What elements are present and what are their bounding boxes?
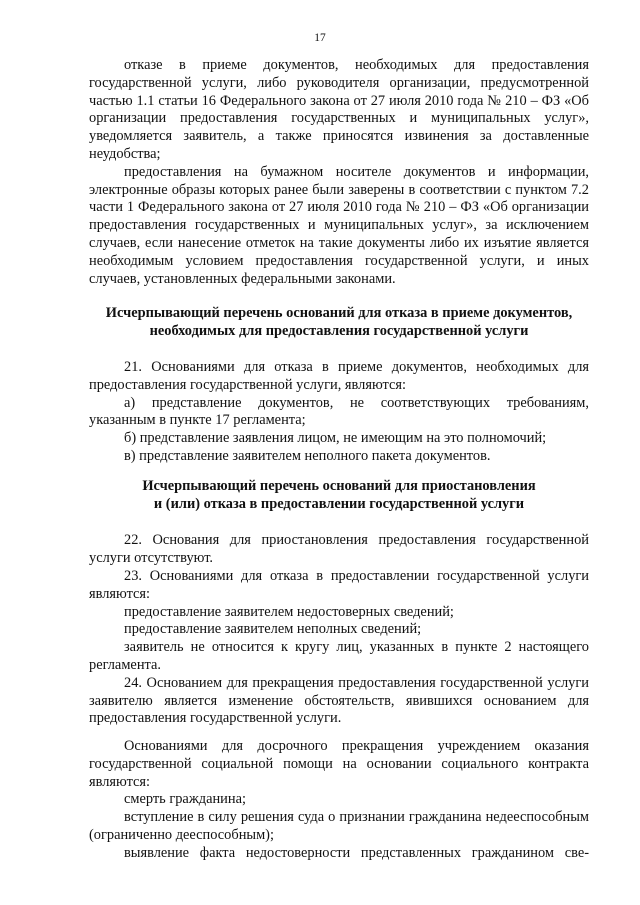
page-number: 17 <box>314 32 326 44</box>
paragraph-23-unreliable: предоставление заявителем недостоверных сведений; <box>124 603 454 620</box>
section-heading-suspension-refusal: Исчерпывающий перечень оснований для приостановления и (или) отказа в предоставлении государственной услуги <box>142 477 536 512</box>
paragraph-false-information: выявление факта недостоверности представленных гражданином све- <box>124 844 589 861</box>
document-body <box>89 57 589 863</box>
paragraph-22: 22. Основания для приостановления предоставления государственной услуги отсутствуют. <box>89 532 589 567</box>
paragraph-24: 24. Основанием для прекращения предоставления государственной услуги заявителю является изменение обстоятельств, явившихся основанием для предоставления государственной услуги. <box>89 674 589 727</box>
paragraph-court-decision: вступление в силу решения суда о признании гражданина недееспособным (ограниченно дееспособным); <box>89 809 589 844</box>
section-heading-refusal-reception: Исчерпывающий перечень оснований для отказа в приеме документов, необходимых для предоставления государственной услуги <box>105 305 573 340</box>
paragraph-paper-documents: предоставления на бумажном носителе документов и информации, электронные образы которых ранее были заверены в соответствии с пунктом 7.2 части 1 Федерального закона от 27 июля 2010 года № 210 – ФЗ «Об организации предоставления государственных и муниципальных услуг», за исключением случаев, если нанесение отметок на такие документы либо их изъятие является необходимым условием предоставления государственной услуги, и иных случаев, установленных федеральными законами. <box>89 163 589 287</box>
paragraph-23-not-eligible: заявитель не относится к кругу лиц, указанных в пункте 2 настоящего регламента. <box>89 639 589 673</box>
paragraph-23: 23. Основаниями для отказа в предоставлении государственной услуги являются: <box>89 567 589 602</box>
paragraph-23-incomplete: предоставление заявителем неполных сведений; <box>124 621 422 638</box>
paragraph-21: 21. Основаниями для отказа в приеме документов, необходимых для предоставления государственной услуги, являются: <box>89 358 589 393</box>
paragraph-refusal-notice: отказе в приеме документов, необходимых для предоставления государственной услуги, либо руководителя организации, предусмотренной частью 1.1 статьи 16 Федерального закона от 27 июля 2010 года № 210 – ФЗ «Об организации предоставления государственных и муниципальных услуг», уведомляется заявитель, а также приносятся извинения за доставленные неудобства; <box>89 57 589 162</box>
paragraph-death: смерть гражданина; <box>124 791 246 808</box>
paragraph-21-a: а) представление документов, не соответствующих требованиям, указанным в пункте 17 регламента; <box>89 394 589 429</box>
paragraph-21-b: б) представление заявления лицом, не имеющим на это полномочий; <box>124 430 547 447</box>
paragraph-21-c: в) представление заявителем неполного пакета документов. <box>124 447 491 464</box>
paragraph-early-termination: Основаниями для досрочного прекращения учреждением оказания государственной социальной помощи на основании социального контракта являются: <box>89 738 589 790</box>
